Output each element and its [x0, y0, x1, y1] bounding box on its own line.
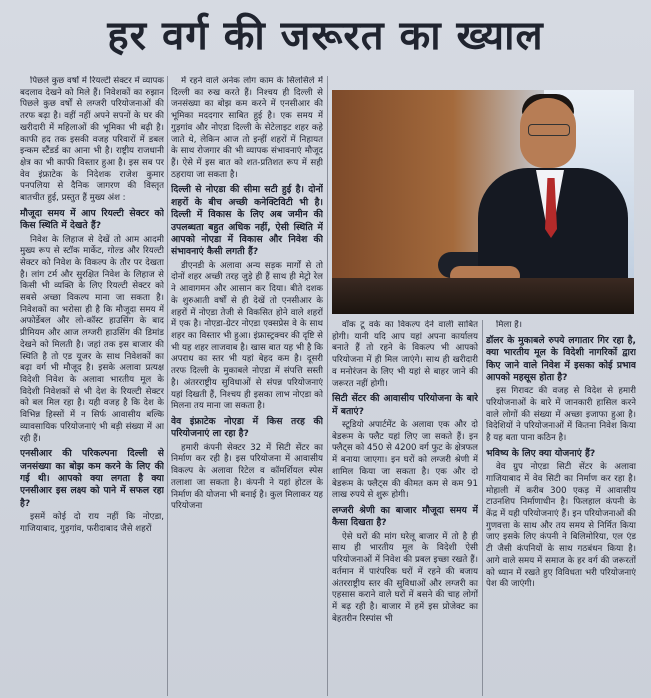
- interview-question: भविष्य के लिए क्या योजनाएं हैं?: [486, 447, 596, 459]
- interview-question: लग्जरी श्रेणी का बाजार मौजूदा समय में कैसा दिखता है?: [332, 504, 478, 529]
- article-column-3: [332, 320, 478, 696]
- interviewee-photo: [332, 90, 634, 314]
- article-paragraph: ऐसे घरों की मांग घरेलू बाजार में तो है ही साथ ही भारतीय मूल के विदेशी ऐसी परियोजनाओं में निवेश की प्रबल इच्छा रखते हैं। वर्तमान में पारंपरिक घरों में रहने की बजाय अंतरराष्ट्रीय स्तर की सुविधाओं और लग्जरी का एहसास कराने वाले घरों में बसने की चाह लोगों में बढ़ रही है। बाजार में हमें इस प्रोजेक्ट का बेहतरीन रिस्पांस भी: [332, 531, 478, 624]
- interview-question: वेव इंफ्राटेक नोएडा में किस तरह की परियोजनाएं ला रहा है?: [171, 415, 323, 440]
- article-paragraph: मिला है।: [496, 320, 522, 330]
- article-paragraph: डीएनडी के अलावा अन्य सड़क मार्गों से तो दोनों शहर अच्छी तरह जुड़े ही हैं साथ ही मेट्रो रेल ने आवागमन और आसान कर दिया। बीते दशक के शुरुआती वर्षों से ही देखें तो एनसीआर के शहरों में नोएडा तेजी से विकसित होने वाले शहरों में एक है। नोएडा-ग्रेटर नोएडा एक्सप्रेस वे के साथ शहर का विस्तार भी हुआ। इंफ्रास्ट्रक्चर की दृष्टि से भी यह शहर लाजवाब है। खास बात यह भी है कि अपराध का स्तर भी यहां बेहद कम है। दूसरी तरफ दिल्ली के मुकाबले नोएडा में संपत्ति सस्ती है। अंतरराष्ट्रीय सुविधाओं से संपन्न परियोजनाएं यहां दिखती हैं, निश्चय ही इसका लाभ नोएडा को मिलना तय माना जा सकता है।: [171, 260, 323, 412]
- interview-question: मौजूदा समय में आप रियल्टी सेक्टर को किस स्थिति में देखते हैं?: [20, 207, 164, 232]
- interview-question: एनसीआर की परिकल्पना दिल्ली से जनसंख्या का बोझ कम करने के लिए की गई थी। आपको क्या लगता है क्या एनसीआर इस लक्ष्य को पाने में सफल रहा है?: [20, 448, 164, 509]
- article-paragraph: स्टूडियो अपार्टमेंट के अलावा एक और दो बेडरूम के फ्लैट यहां लिए जा सकते हैं। इन फ्लैट्स को 450 से 4200 वर्ग फुट के क्षेत्रफल में बनाया जाएगा। इन घरों को लग्जरी श्रेणी में शामिल किया जा सकता है। एक और दो बेडरूम के फ्लैट्स की कीमत कम से कम 91 लाख रुपये से शुरू होगी।: [332, 420, 478, 501]
- article-paragraph: वेव ग्रुप नोएडा सिटी सेंटर के अलावा गाजियाबाद में वेव सिटी का निर्माण कर रहा है। मोहाली में करीब 300 एकड़ में आवासीय टाउनशिप निर्माणाधीन है। फिलहाल कंपनी के केंद्र में यही परियोजनाएं हैं। इन परियोजनाओं की गुणवत्ता के साथ और तय समय से निर्मित किया जाए इसके लिए कंपनी ने बिलिमोरिया, एल एंड टी जैसी कंपनियों के साथ गठबंधन किया है। आगे वाले समय में समाज के हर वर्ग की जरूरतों को ध्यान में रखते हुए विविधता भरी परियोजनाएं पेश की जाएंगी।: [486, 462, 636, 590]
- article-paragraph: इस गिरावट की वजह से विदेश से हमारी परियोजनाओं के बारे में जानकारी हासिल करने वाले लोगों की संख्या में अच्छा इजाफा हुआ है। विदेशियों ने परियोजनाओं में कितना निवेश किया है यह बता पाना कठिन है।: [486, 386, 636, 444]
- article-paragraph: वॉक टू वर्क का विकल्प देने वाली साबित होगी। यानी यदि आप यहां अपना कार्यालय बनाते हैं तो रहने के विकल्प भी आपको परियोजना में ही मिल जाएंगे। साथ ही खरीदारी व मनोरंजन के लिए भी यहां से बाहर जाने की जरूरत नहीं होगी।: [332, 320, 478, 389]
- interview-question: सिटी सेंटर की आवासीय परियोजना के बारे में बताएं?: [332, 393, 478, 417]
- article-headline: हर वर्ग की जरूरत का ख्याल: [107, 12, 544, 59]
- column-divider: [167, 76, 168, 696]
- article-paragraph: निवेश के लिहाज से देखें तो आम आदमी मुख्य रूप से स्टॉक मार्केट, गोल्ड और रियल्टी सेक्टर को निवेश के विकल्प के तौर पर देखता है। लांग टर्म और सुरक्षित निवेश के लिहाज से किसी भी व्यक्ति के लिए रियल्टी सेक्टर को सबसे अच्छा विकल्प माना जा सकता है। निवेशकों का भरोसा ही है कि मौजूदा समय में अफोर्डेबल और लो-कॉस्ट हाउसिंग के बाद प्रीमियम और आज लग्जरी हाउसिंग की डिमांड देखने को मिलती है। जहां तक इस बाजार की स्थिति है तो एड यूजर के साथ निवेशकों का बढ़ा वर्ग भी मौजूद है। इसके अलावा प्रत्यक्ष विदेशी निवेश के अलावा भारतीय मूल के विदेशी निवेशकों से भी देश के रियल्टी सेक्टर को बल मिल रहा है। यही वजह है कि देश के विभिन्न हिस्सों में न सिर्फ आवासीय बल्कि व्यावसायिक परियोजनाएं भी बड़ी संख्या में आ रही हैं।: [20, 234, 164, 444]
- article-paragraph: पिछले कुछ वर्षों में रियल्टी सेक्टर में व्यापक बदलाव देखने को मिले हैं। निवेशकों का रुझान पिछले कुछ वर्षों से लग्जरी परियोजनाओं की तरफ बढ़ा है। वहीं नहीं अपने सपनों के घर की खरीदारी में महिलाओं की भूमिका भी बढ़ी है। काफी हद तक इसकी वजह परिवारों में डबल इन्कम स्टैंडर्ड का आना भी है। राष्ट्रीय राजधानी क्षेत्र का भी काफी विस्तार हुआ है। इस सब पर वेव इंफ्राटेक के निदेशक राजेश कुमार पनपलिया से दैनिक जागरण की विस्तृत बातचीत हुई, प्रस्तुत हैं मुख्य अंश :: [20, 76, 164, 204]
- column-divider: [327, 76, 328, 696]
- article-paragraph: में रहने वाले अनेक लोग काम के सिलसिले में दिल्ली का रुख करते हैं। निश्चय ही दिल्ली से जनसंख्या का बोझ कम करने में एनसीआर की भूमिका मददगार साबित हुई है। एक समय में गुड़गांव और नोएडा दिल्ली के सेटेलाइट शहर कहे जाते थे, लेकिन आज तो इन्हीं शहरों में निहायत के साथ रोजगार की भी व्यापक संभावनाएं मौजूद हैं। ऐसे में इस बात को शत-प्रतिशत रूप में सही ठहराया जा सकता है।: [171, 76, 323, 180]
- article-column-4: [486, 320, 636, 696]
- interview-question: दिल्ली से नोएडा की सीमा सटी हुई है। दोनों शहरों के बीच अच्छी कनेक्टिविटी भी है। दिल्ली में विकास के लिए अब जमीन की उपलब्धता बहुत अधिक नहीं, ऐसी स्थिति में आपको नोएडा में विकास और निवेश की संभावनाएं कैसी लगती हैं?: [171, 184, 323, 258]
- article-paragraph: इसमें कोई दो राय नहीं कि नोएडा, गाजियाबाद, गुड़गांव, फरीदाबाद जैसे शहरों: [20, 512, 164, 534]
- article-column-2: [171, 76, 323, 696]
- article-column-1: [20, 76, 164, 696]
- interview-question: डॉलर के मुकाबले रुपये लगातार गिर रहा है, क्या भारतीय मूल के विदेशी नागरिकों द्वारा किए जाने वाले निवेश में इसका कोई प्रभाव आपको महसूस होता है?: [486, 334, 636, 383]
- column-divider: [482, 320, 483, 696]
- article-paragraph: हमारी कंपनी सेक्टर 32 में सिटी सेंटर का निर्माण कर रही है। इस परियोजना में आवासीय विकल्प के अलावा रिटेल व कॉमर्शियल स्पेस तलाशा जा सकता है। कंपनी ने यहां होटल के निर्माण की योजना भी बनाई है। कुल मिलाकर यह परियोजना: [171, 442, 323, 512]
